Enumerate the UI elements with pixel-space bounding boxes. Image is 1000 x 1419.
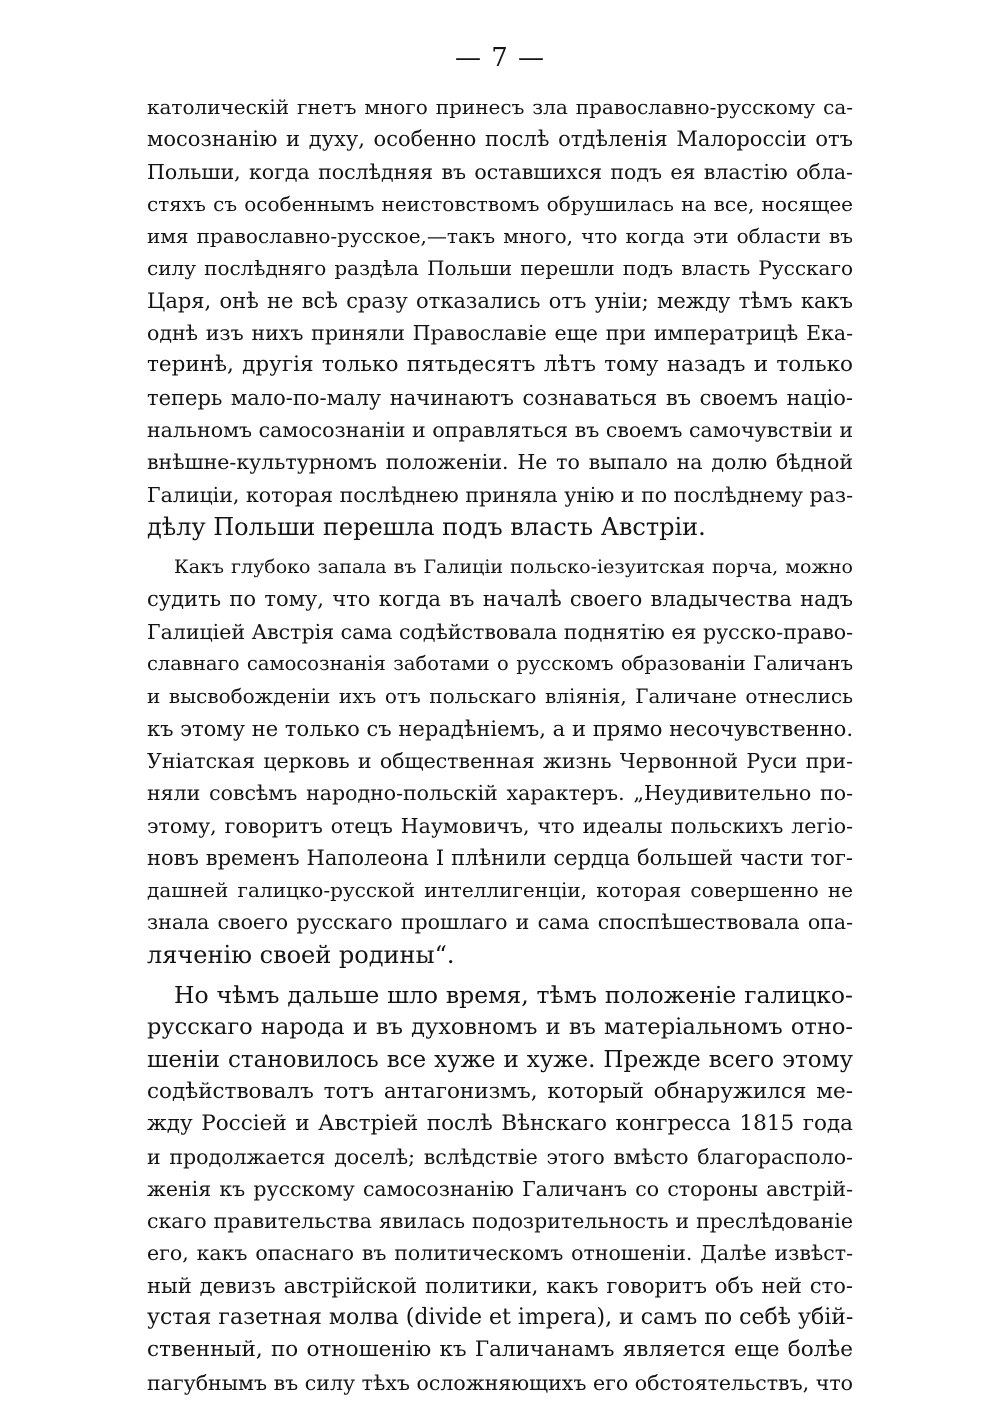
text-line: устая газетная молва (divide et impera), и самъ по себѣ убій- (147, 1304, 853, 1330)
text-line: женія къ русскому самосознанію Галичанъ со стороны австрій- (147, 1176, 853, 1201)
text-line: къ этому не только съ нерадѣніемъ, а и прямо несочувственно. (147, 716, 853, 741)
text-line: этому, говоритъ отецъ Наумовичъ, что идеалы польскихъ легіо- (147, 813, 853, 838)
text-line: скаго правительства явилась подозрительность и преслѣдованіе (147, 1209, 853, 1234)
text-line: внѣшне-культурномъ положеніи. Не то выпало на долю бѣдной (147, 450, 853, 475)
text-line: однѣ изъ нихъ приняли Православіе еще при императрицѣ Ека- (147, 321, 853, 346)
text-line: няли совсѣмъ народно-польскій характеръ. „Неудивительно по- (147, 781, 853, 806)
text-line: дашней галицко-русской интеллигенціи, которая совершенно не (147, 878, 853, 903)
text-line: Но чѣмъ дальше шло время, тѣмъ положеніе галицко- (174, 981, 853, 1010)
text-line: дѣлу Польши перешла подъ власть Австріи. (147, 512, 706, 541)
paragraph-spacer (147, 543, 853, 551)
paragraph-1 (147, 91, 853, 543)
text-line: Какъ глубоко запала въ Галиціи польско-іезуитская порча, можно (174, 556, 853, 579)
text-line: имя православно-русское,—такъ много, что когда эти области въ (147, 224, 853, 249)
page-number: — 7 — (454, 43, 546, 73)
text-line: Уніатская церковь и общественная жизнь Червонной Руси при- (147, 748, 853, 773)
text-line: шеніи становилось все хуже и хуже. Прежде всего этому (147, 1046, 853, 1073)
text-line: славнаго самосознанія заботами о русскомъ образованіи Галичанъ (147, 652, 853, 676)
text-line: Галиціи, которая послѣднею приняла унію и по послѣднему раз- (147, 482, 853, 507)
text-line: его, какъ опаснаго въ политическомъ отношеніи. Далѣе извѣст- (147, 1241, 853, 1266)
text-line: силу послѣдняго раздѣла Польши перешли подъ власть Русскаго (147, 256, 853, 281)
text-line: мосознанію и духу, особенно послѣ отдѣленія Малороссіи отъ (147, 127, 853, 152)
text-line: Польши, когда послѣдняя въ оставшихся подъ ея властію обла- (147, 159, 853, 184)
text-line: теперь мало-по-малу начинаютъ сознаваться въ своемъ націо- (147, 385, 853, 410)
text-line: теринѣ, другія только пятьдесятъ лѣтъ тому назадъ и только (147, 352, 853, 378)
paragraph-spacer (147, 971, 853, 979)
paragraph-3 (147, 979, 853, 1399)
text-line: ный девизъ австрійской политики, какъ говоритъ объ ней сто- (147, 1273, 853, 1298)
text-line: и продолжается доселѣ; вслѣдствіе этого вмѣсто благорасполо- (147, 1144, 853, 1169)
text-line: стяхъ съ особеннымъ неистовствомъ обрушилась на все, носящее (147, 191, 853, 216)
text-line: содѣйствовалъ тотъ антагонизмъ, который обнаружился ме- (147, 1078, 853, 1104)
text-line: русскаго народа и въ духовномъ и въ матеріальномъ отно- (147, 1014, 853, 1041)
text-line: пагубнымъ въ силу тѣхъ осложняющихъ его обстоятельствъ, что (147, 1370, 853, 1395)
text-body (147, 91, 853, 1399)
text-line: жду Россіей и Австріей послѣ Вѣнскаго конгресса 1815 года (147, 1111, 853, 1137)
text-line: судить по тому, что когда въ началѣ своего владычества надъ (147, 587, 853, 612)
paragraph-2 (147, 551, 853, 971)
text-line: новъ временъ Наполеона I плѣнили сердца большей части тог- (147, 845, 853, 870)
text-line: нальномъ самосознаніи и оправляться въ своемъ самочувствіи и (147, 417, 853, 442)
text-line: католическій гнетъ много принесъ зла православно-русскому са- (147, 95, 853, 119)
text-line: и высвобожденіи ихъ отъ польскаго вліянія, Галичане отнеслись (147, 684, 853, 709)
text-line: Царя, онѣ не всѣ сразу отказались отъ уніи; между тѣмъ какъ (147, 288, 853, 313)
text-line: Галиціей Австрія сама содѣйствовала поднятію ея русско-право- (147, 619, 853, 644)
text-line: ственный, по отношенію къ Галичанамъ является еще болѣе (147, 1337, 853, 1363)
text-line: знала своего русскаго прошлаго и сама споспѣшествовала опа- (147, 910, 853, 935)
text-line: ляченію своей родины“. (147, 940, 455, 969)
